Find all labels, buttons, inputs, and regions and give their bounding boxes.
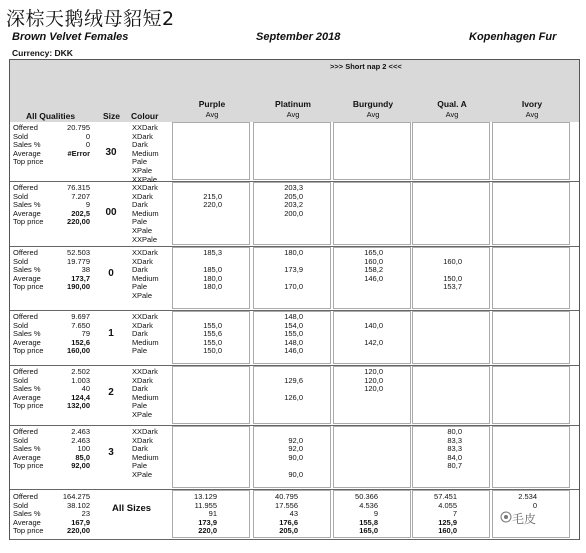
all-sizes-label: All Sizes <box>112 503 152 514</box>
size-value: 0 <box>108 267 114 279</box>
report-source: Kopenhagen Fur <box>469 31 557 43</box>
total-price-value: 9 <box>373 509 378 519</box>
colour-label: XXDark <box>132 367 158 376</box>
price-cell <box>412 182 490 245</box>
column-avg-label: Avg <box>525 110 539 119</box>
price-cell <box>492 426 570 488</box>
stat-label: Average <box>13 208 41 218</box>
banner-label: >>> Short nap 2 <<< <box>330 62 402 71</box>
column-header: Ivory <box>521 99 543 109</box>
page-title: 深棕天鹅绒母貂短2 <box>6 8 175 30</box>
colour-label: Dark <box>132 200 148 210</box>
stat-label: Sold <box>13 191 29 201</box>
colour-header: Colour <box>131 111 159 121</box>
price-value: 148,0 <box>284 312 303 321</box>
colour-label: XXPale <box>132 234 158 244</box>
price-cell <box>412 122 490 180</box>
price-cell <box>172 426 250 488</box>
stat-label: Top price <box>13 217 44 227</box>
colour-label: Medium <box>132 273 159 283</box>
price-value: 155,0 <box>284 329 303 339</box>
colour-label: Medium <box>132 337 159 347</box>
total-price-value: 165,0 <box>359 526 378 536</box>
price-value: 205,0 <box>284 191 303 201</box>
colour-label: XDark <box>132 191 153 201</box>
stat-label: Average <box>13 517 41 527</box>
colour-label: XPale <box>132 291 153 300</box>
price-cell <box>253 122 331 180</box>
size-value: 30 <box>105 147 117 159</box>
price-value: 84,0 <box>447 452 462 462</box>
stat-label: Offered <box>13 367 38 376</box>
colour-label: Medium <box>132 148 159 158</box>
colour-label: Medium <box>132 208 159 218</box>
colour-label: Dark <box>132 140 148 150</box>
stat-label: Average <box>13 273 41 283</box>
stat-label: Sold <box>13 131 29 141</box>
stat-label: Average <box>13 452 41 462</box>
price-cell <box>492 366 570 424</box>
all-qualities-label: All Qualities <box>26 111 76 121</box>
colour-label: XXDark <box>132 427 158 436</box>
price-value: 165,0 <box>364 248 383 257</box>
stat-value: 79 <box>81 329 90 339</box>
stat-value: 7.207 <box>71 191 90 201</box>
colour-label: Pale <box>132 282 148 292</box>
price-value: 155,0 <box>203 320 222 330</box>
stat-value: 202,5 <box>71 208 90 218</box>
colour-label: Pale <box>132 401 148 411</box>
price-value: 185,0 <box>203 265 222 275</box>
price-cell <box>492 247 570 309</box>
stat-label: Top price <box>13 346 44 356</box>
price-cell <box>172 122 250 180</box>
price-value: 92,0 <box>288 435 303 445</box>
price-value: 170,0 <box>284 282 303 292</box>
stat-label: Offered <box>13 183 38 192</box>
colour-label: Pale <box>132 346 148 356</box>
column-header: Platinum <box>275 99 311 109</box>
total-price-value: 43 <box>289 509 298 519</box>
total-price-value: 173,9 <box>198 517 217 527</box>
price-value: 203,3 <box>284 183 303 192</box>
currency-label: Currency: DKK <box>12 48 73 58</box>
total-price-value: 176,6 <box>279 517 298 527</box>
total-price-value: 7 <box>452 509 457 519</box>
stat-label: Sales % <box>13 200 41 210</box>
total-price-value: 205,0 <box>279 526 298 536</box>
price-value: 160,0 <box>364 256 383 266</box>
column-header: Purple <box>198 99 226 109</box>
price-value: 200,0 <box>284 208 303 218</box>
colour-label: XDark <box>132 256 153 266</box>
price-cell <box>333 122 411 180</box>
price-value: 154,0 <box>284 320 303 330</box>
size-value: 2 <box>108 386 114 398</box>
price-cell <box>333 182 411 245</box>
price-cell <box>333 426 411 488</box>
report-date: September 2018 <box>256 31 341 43</box>
price-cell <box>492 122 570 180</box>
price-value: 126,0 <box>284 392 303 402</box>
price-cell <box>172 366 250 424</box>
stat-label: Average <box>13 337 41 347</box>
colour-label: XXDark <box>132 183 158 192</box>
stat-label: Sold <box>13 320 29 330</box>
colour-label: XPale <box>132 470 153 479</box>
colour-label: XPale <box>132 166 153 175</box>
colour-label: Dark <box>132 444 148 454</box>
stat-label: Sales % <box>13 384 41 394</box>
price-value: 155,6 <box>203 329 222 339</box>
colour-label: Dark <box>132 384 148 394</box>
price-value: 180,0 <box>284 248 303 257</box>
stat-label: Sales % <box>13 444 41 454</box>
colour-label: Pale <box>132 461 148 471</box>
price-value: 120,0 <box>364 375 383 385</box>
price-value: 120,0 <box>364 384 383 394</box>
stat-label: Offered <box>13 427 38 436</box>
price-value: 142,0 <box>364 337 383 347</box>
size-value: 3 <box>108 446 114 458</box>
colour-label: Pale <box>132 217 148 227</box>
stat-value: 132,00 <box>67 401 90 411</box>
stat-value: 152,6 <box>71 337 90 347</box>
stat-value: 92,00 <box>71 461 90 471</box>
price-value: 155,0 <box>203 337 222 347</box>
colour-label: XPale <box>132 226 153 235</box>
stat-value: 173,7 <box>71 273 90 283</box>
stat-value: 1.003 <box>71 375 90 385</box>
price-value: 83,3 <box>447 435 462 445</box>
price-value: 158,2 <box>364 265 383 275</box>
total-price-value: 2.534 <box>518 492 537 501</box>
total-price-value: 0 <box>532 500 537 510</box>
price-value: 120,0 <box>364 367 383 376</box>
price-cell <box>492 182 570 245</box>
stat-value: 19.779 <box>67 256 90 266</box>
stat-value: 220,00 <box>67 217 90 227</box>
colour-label: XXPale <box>132 174 158 184</box>
stat-label: Average <box>13 392 41 402</box>
colour-label: XDark <box>132 320 153 330</box>
stat-value: 40 <box>81 384 90 394</box>
stat-value: 2.463 <box>71 427 90 436</box>
total-price-value: 50.366 <box>355 492 378 501</box>
stat-label: Top price <box>13 157 44 167</box>
total-price-value: 13.129 <box>194 492 217 501</box>
stat-value: 2.463 <box>71 435 90 445</box>
stat-value: 76.315 <box>67 183 90 192</box>
price-value: 83,3 <box>447 444 462 454</box>
fur-logo-icon <box>500 511 512 523</box>
price-value: 215,0 <box>203 191 222 201</box>
stat-value: 100 <box>77 444 90 454</box>
stat-label: Sales % <box>13 140 41 150</box>
colour-label: XXDark <box>132 248 158 257</box>
stat-value: #Error <box>67 148 90 158</box>
total-value: 38.102 <box>67 500 90 510</box>
price-value: 185,3 <box>203 248 222 257</box>
colour-label: Dark <box>132 329 148 339</box>
column-avg-label: Avg <box>205 110 219 119</box>
stat-label: Sales % <box>13 265 41 275</box>
price-value: 150,0 <box>443 273 462 283</box>
column-avg-label: Avg <box>286 110 300 119</box>
column-header: Burgundy <box>352 99 394 109</box>
total-price-value: 4.536 <box>359 500 378 510</box>
price-value: 220,0 <box>203 200 222 210</box>
price-value: 92,0 <box>288 444 303 454</box>
colour-label: XDark <box>132 131 153 141</box>
price-value: 173,9 <box>284 265 303 275</box>
watermark: 毛皮 <box>512 512 537 526</box>
total-value: 23 <box>81 509 90 519</box>
colour-label: XPale <box>132 410 153 419</box>
total-price-value: 40.795 <box>275 492 298 501</box>
price-cell <box>492 311 570 364</box>
stat-value: 20.795 <box>67 123 90 132</box>
price-value: 80,7 <box>447 461 462 471</box>
colour-label: Pale <box>132 157 148 167</box>
size-value: 00 <box>105 207 117 219</box>
total-price-value: 91 <box>208 509 217 519</box>
price-value: 146,0 <box>284 346 303 356</box>
column-avg-label: Avg <box>366 110 380 119</box>
stat-value: 2.502 <box>71 367 90 376</box>
stat-value: 0 <box>85 140 90 150</box>
price-value: 148,0 <box>284 337 303 347</box>
stat-label: Sold <box>13 375 29 385</box>
stat-label: Top price <box>13 526 44 536</box>
column-avg-label: Avg <box>445 110 459 119</box>
stat-label: Sold <box>13 435 29 445</box>
column-header: Qual. A <box>437 99 467 109</box>
total-price-value: 160,0 <box>438 526 457 536</box>
stat-value: 7.650 <box>71 320 90 330</box>
stat-value: 160,00 <box>67 346 90 356</box>
stat-label: Top price <box>13 461 44 471</box>
stat-label: Sold <box>13 500 29 510</box>
stat-value: 124,4 <box>71 392 90 402</box>
price-value: 90,0 <box>288 452 303 462</box>
stat-label: Sales % <box>13 509 41 519</box>
stat-value: 52.503 <box>67 248 90 257</box>
colour-label: Dark <box>132 265 148 275</box>
total-price-value: 125,9 <box>438 517 457 527</box>
total-value: 220,00 <box>67 526 90 536</box>
total-value: 167,9 <box>71 517 90 527</box>
stat-value: 85,0 <box>75 452 90 462</box>
size-value: 1 <box>108 327 114 339</box>
report-title: Brown Velvet Females <box>12 31 129 43</box>
price-value: 150,0 <box>203 346 222 356</box>
stat-value: 9 <box>85 200 90 210</box>
stat-label: Offered <box>13 123 38 132</box>
stat-value: 38 <box>81 265 90 275</box>
stat-label: Offered <box>13 492 38 501</box>
size-header: Size <box>103 111 121 121</box>
price-value: 160,0 <box>443 256 462 266</box>
price-value: 203,2 <box>284 200 303 210</box>
colour-label: XDark <box>132 375 153 385</box>
total-price-value: 220,0 <box>198 526 217 536</box>
total-price-value: 57.451 <box>434 492 457 501</box>
stat-label: Offered <box>13 248 38 257</box>
colour-label: Medium <box>132 392 159 402</box>
price-value: 80,0 <box>447 427 462 436</box>
total-price-value: 4.055 <box>438 500 457 510</box>
stat-value: 190,00 <box>67 282 90 292</box>
colour-label: XXDark <box>132 123 158 132</box>
stat-label: Average <box>13 148 41 158</box>
row-divider <box>10 539 579 540</box>
total-price-value: 17.556 <box>275 500 298 510</box>
stat-value: 9.697 <box>71 312 90 321</box>
stat-value: 0 <box>85 131 90 141</box>
price-cell <box>412 366 490 424</box>
price-value: 90,0 <box>288 470 303 479</box>
total-price-value: 11.955 <box>194 500 217 510</box>
stat-label: Top price <box>13 401 44 411</box>
total-value: 164.275 <box>62 492 90 501</box>
stat-label: Top price <box>13 282 44 292</box>
stat-label: Sales % <box>13 329 41 339</box>
stat-label: Sold <box>13 256 29 266</box>
price-value: 180,0 <box>203 282 222 292</box>
stat-label: Offered <box>13 312 38 321</box>
colour-label: XXDark <box>132 312 158 321</box>
price-value: 140,0 <box>364 320 383 330</box>
price-value: 153,7 <box>443 282 462 292</box>
price-cell <box>412 311 490 364</box>
price-value: 180,0 <box>203 273 222 283</box>
colour-label: Medium <box>132 452 159 462</box>
colour-label: XDark <box>132 435 153 445</box>
total-price-value: 155,8 <box>359 517 378 527</box>
price-value: 146,0 <box>364 273 383 283</box>
price-value: 129,6 <box>284 375 303 385</box>
